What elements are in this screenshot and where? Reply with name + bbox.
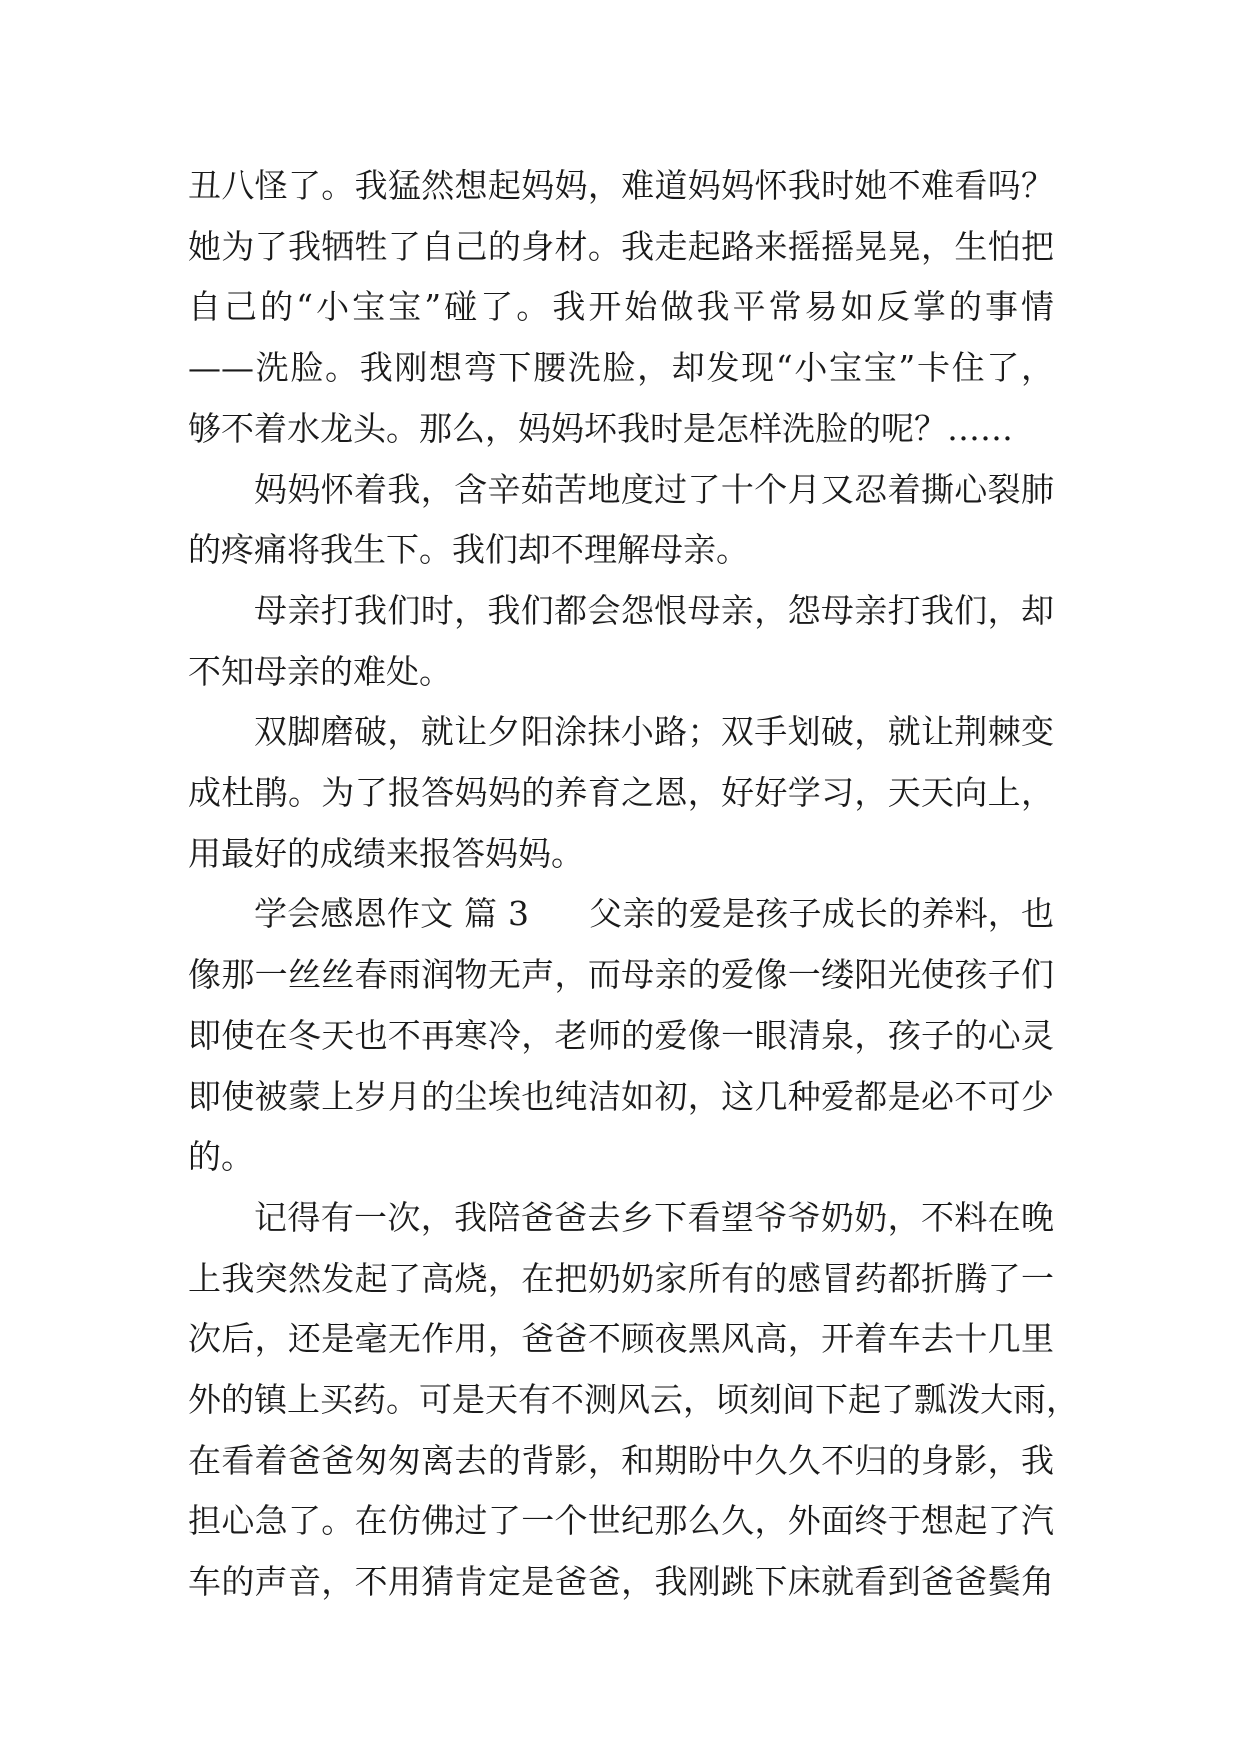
text-line: 不知母亲的难处。	[188, 651, 452, 691]
text-line: 即使被蒙上岁月的尘埃也纯洁如初，这几种爱都是必不可少	[188, 1076, 1054, 1116]
text-line: 次后，还是毫无作用，爸爸不顾夜黑风高，开着车去十几里	[188, 1319, 1054, 1359]
text-line: 的。	[188, 1137, 254, 1177]
text-line: 像那一丝丝春雨润物无声，而母亲的爱像一缕阳光使孩子们	[188, 955, 1054, 995]
text-line: 在看着爸爸匆匆离去的背影，和期盼中久久不归的身影，我	[188, 1440, 1054, 1480]
text-line: 的疼痛将我生下。我们却不理解母亲。	[188, 530, 749, 570]
paragraph-4	[188, 702, 1054, 884]
paragraph-6	[188, 1188, 1079, 1613]
section-heading: 学会感恩作文 篇 3	[254, 894, 529, 934]
text-line: 即使在冬天也不再寒冷，老师的爱像一眼清泉，孩子的心灵	[188, 1015, 1054, 1055]
text-line: 够不着水龙头。那么，妈妈坏我时是怎样洗脸的呢？……	[188, 408, 1013, 448]
text-line: 母亲打我们时，我们都会怨恨母亲，怨母亲打我们，却	[254, 590, 1054, 630]
text-line: 担心急了。在仿佛过了一个世纪那么久，外面终于想起了汽	[188, 1501, 1054, 1541]
text-line: 丑八怪了。我猛然想起妈妈，难道妈妈怀我时她不难看吗？	[188, 166, 1054, 205]
paragraph-5	[188, 884, 1054, 1188]
document-body	[188, 156, 1079, 1613]
text-line: 记得有一次，我陪爸爸去乡下看望爷爷奶奶，不料在晚	[254, 1197, 1054, 1237]
text-line: 用最好的成绩来报答妈妈。	[188, 833, 584, 873]
text-line: 车的声音，不用猜肯定是爸爸，我刚跳下床就看到爸爸鬓角	[188, 1562, 1054, 1602]
text-line: 自己的“小宝宝”碰了。我开始做我平常易如反掌的事情	[188, 287, 1054, 327]
paragraph-1	[188, 156, 1054, 460]
heading-line	[188, 884, 1054, 945]
text-line: ——洗脸。我刚想弯下腰洗脸，却发现“小宝宝”卡住了，	[188, 348, 1054, 388]
text-line: 外的镇上买药。可是天有不测风云，顷刻间下起了瓢泼大雨，	[188, 1380, 1079, 1420]
text-line: 她为了我牺牲了自己的身材。我走起路来摇摇晃晃，生怕把	[188, 226, 1054, 266]
paragraph-2	[188, 460, 1054, 581]
text-line: 上我突然发起了高烧，在把奶奶家所有的感冒药都折腾了一	[188, 1258, 1054, 1298]
paragraph-3	[188, 581, 1054, 702]
text-line: 成杜鹃。为了报答妈妈的养育之恩，好好学习，天天向上，	[188, 773, 1054, 813]
text-run: 父亲的爱是孩子成长的养料，也	[588, 894, 1055, 934]
text-line: 双脚磨破，就让夕阳涂抹小路；双手划破，就让荆棘变	[254, 712, 1054, 752]
text-line: 妈妈怀着我，含辛茹苦地度过了十个月又忍着撕心裂肺	[254, 469, 1054, 509]
